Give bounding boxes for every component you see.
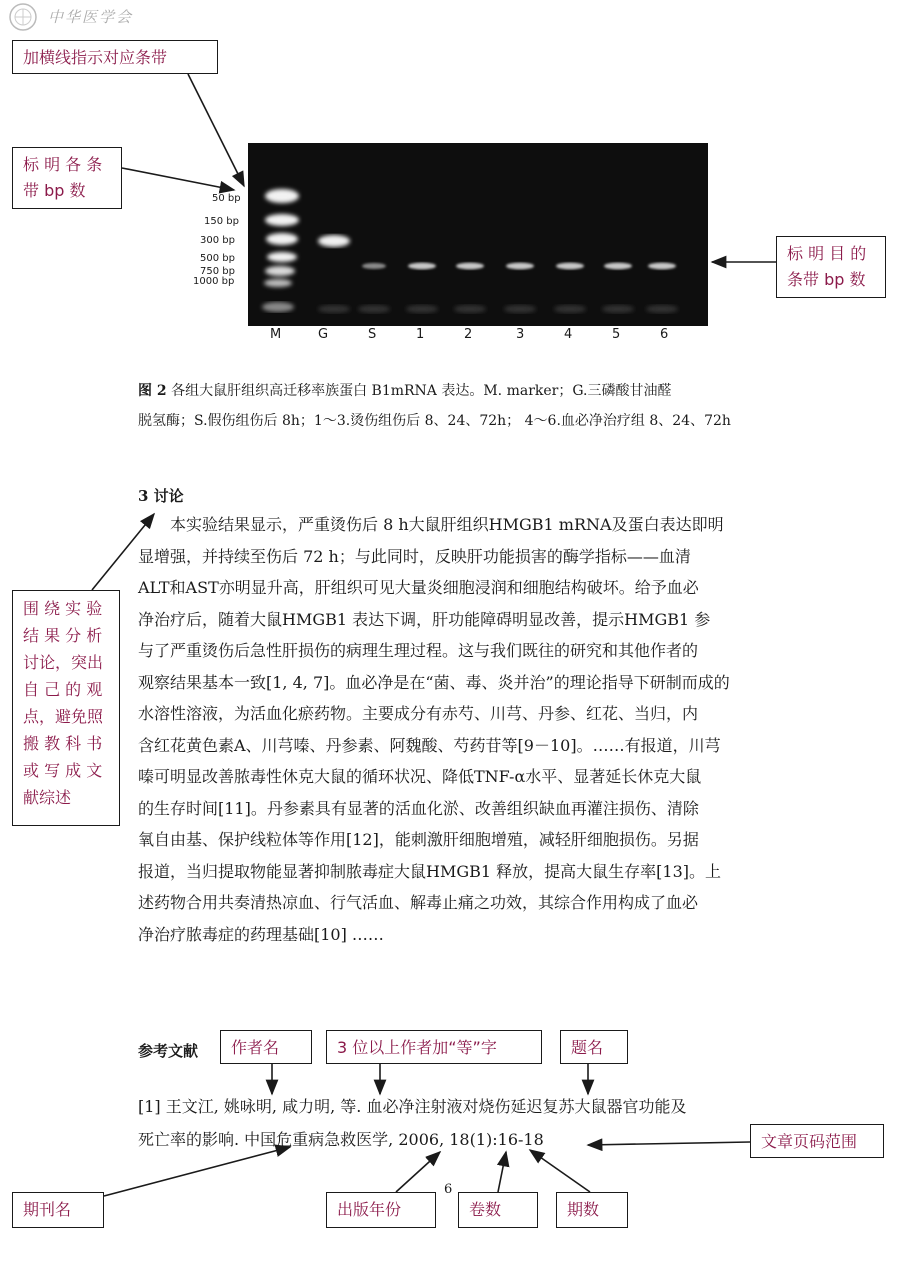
page-range-label-box: 文章页码范围 [750, 1124, 884, 1158]
lane-label: S [368, 327, 377, 342]
section-heading: 3 讨论 [138, 487, 184, 505]
figure-number: 图 2 [138, 383, 167, 399]
paragraph-line: 与了严重烫伤后急性肝损伤的病理生理过程。这与我们既往的研究和其他作者的 [138, 641, 699, 660]
bp-label: 150 bp [204, 216, 239, 227]
paragraph-line: 嗪可明显改善脓毒性休克大鼠的循环状况、降低TNF-α水平、显著延长休克大鼠 [138, 767, 702, 786]
bp-label-box: 标 明 各 条 带 bp 数 [12, 147, 122, 209]
paragraph-line: 净治疗后，随着大鼠HMGB1 表达下调，肝功能障碍明显改善，提示HMGB1 参 [138, 609, 711, 629]
paragraph-line: 的生存时间[11]。丹参素具有显著的活血化淤、改善组织缺血再灌注损伤、清除 [138, 798, 699, 818]
reference-line-2: 死亡率的影响. 中国危重病急救医学, 2006, 18(1):16-18 [138, 1130, 544, 1149]
issue-label-box: 期数 [556, 1192, 628, 1228]
arrow [122, 168, 234, 190]
paragraph-line: 观察结果基本一致[1, 4, 7]。血必净是在“菌、毒、炎并治”的理论指导下研制而成的 [138, 672, 730, 692]
paragraph-line: 水溶性溶液，为活血化瘀药物。主要成分有赤芍、川芎、丹参、红花、当归，内 [138, 704, 699, 723]
bp-label: 1000 bp [193, 276, 235, 287]
discussion-note-box: 围 绕 实 验 结 果 分 析 讨论，突出 自 己 的 观 点，避免照 搬 教 科 书 或 写 成 文 献综述 [12, 590, 120, 826]
arrow [104, 1147, 290, 1196]
bp-label: 300 bp [200, 235, 235, 246]
bp-label: 750 bp [200, 266, 235, 277]
lane-label: 4 [564, 327, 573, 342]
lane-label: M [270, 327, 282, 342]
arrow [530, 1150, 590, 1192]
logo-text: 中华医学会 [48, 8, 134, 26]
paragraph-line: 报道，当归提取物能显著抑制脓毒症大鼠HMGB1 释放，提高大鼠生存率[13]。上 [138, 861, 721, 881]
paragraph-line: ALT和AST亦明显升高，肝组织可见大量炎细胞浸润和细胞结构破坏。给予血必 [138, 578, 699, 597]
paragraph-line: 含红花黄色素A、川芎嗪、丹参素、阿魏酸、芍药苷等[9－10]。……有报道，川芎 [138, 735, 721, 755]
arrow [396, 1152, 440, 1192]
lane-label: 3 [516, 327, 525, 342]
paragraph-line: 显增强，并持续至伤后 72 h；与此同时，反映肝功能损害的酶学指标——血清 [138, 546, 691, 566]
lane-label: 1 [416, 327, 425, 342]
paragraph-line: 述药物合用共奏清热凉血、行气活血、解毒止痛之功效，其综合作用构成了血必 [138, 893, 699, 912]
lane-label: 5 [612, 327, 621, 342]
bp-label: 50 bp [212, 193, 241, 204]
arrow [92, 514, 154, 590]
arrow [188, 74, 244, 186]
band-label-box: 加横线指示对应条带 [12, 40, 218, 74]
caption-line-1: 各组大鼠肝组织高迁移率族蛋白 B1mRNA 表达。M. marker；G.三磷酸甘油醛 [166, 383, 672, 399]
reference-line-1: [1] 王文江, 姚咏明, 咸力明, 等. 血必净注射液对烧伤延迟复苏大鼠器官功能及 [138, 1097, 687, 1116]
paragraph-line: 氧自由基、保护线粒体等作用[12]，能刺激肝细胞增殖，减轻肝细胞损伤。另据 [138, 830, 699, 849]
title-label-box: 题名 [560, 1030, 628, 1064]
paragraph-line: 净治疗脓毒症的药理基础[10] …… [138, 924, 384, 944]
etal-label-box: 3 位以上作者加“等”字 [326, 1030, 542, 1064]
volume-label-box: 卷数 [458, 1192, 538, 1228]
year-label-box: 出版年份 [326, 1192, 436, 1228]
lane-label: G [318, 327, 329, 342]
author-label-box: 作者名 [220, 1030, 312, 1064]
bp-label: 500 bp [200, 253, 235, 264]
lane-label: 2 [464, 327, 473, 342]
arrow [498, 1152, 506, 1192]
journal-label-box: 期刊名 [12, 1192, 104, 1228]
references-heading: 参考文献 [138, 1042, 199, 1060]
caption-line-2: 脱氢酶；S.假伤组伤后 8h；1～3.烫伤组伤后 8、24、72h； 4～6.血必净治疗组 8、24、72h [138, 413, 731, 429]
target-label-box: 标 明 目 的 条带 bp 数 [776, 236, 886, 298]
page-number: 6 [444, 1182, 453, 1197]
paragraph-line: 本实验结果显示，严重烫伤后 8 h大鼠肝组织HMGB1 mRNA及蛋白表达即明 [170, 515, 724, 534]
lane-label: 6 [660, 327, 669, 342]
arrow [588, 1142, 750, 1145]
